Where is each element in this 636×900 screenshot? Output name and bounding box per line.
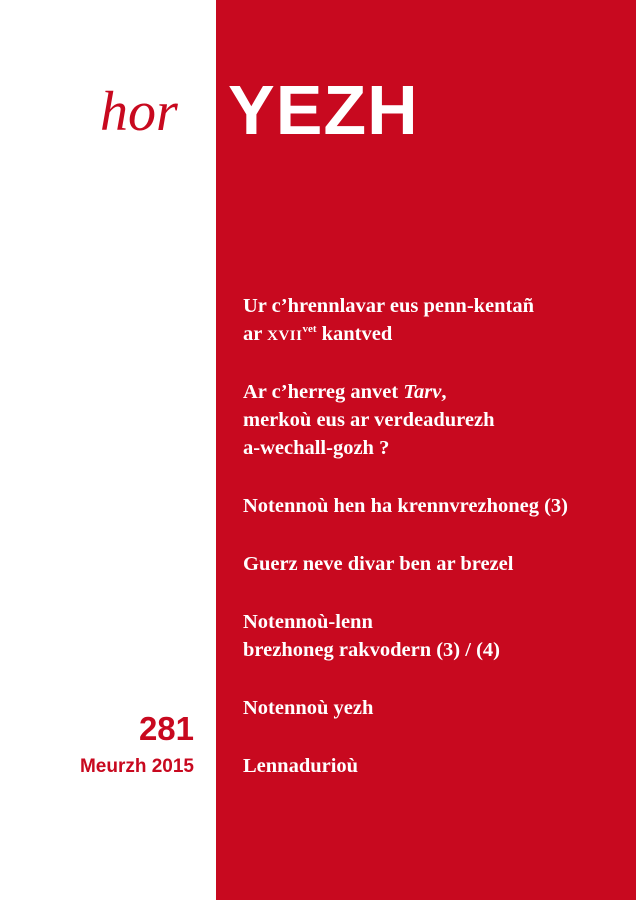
issue-number: 281 xyxy=(138,710,194,747)
toc-item-4 xyxy=(243,550,513,578)
toc-item-2-pre: Ar c’herreg anvet xyxy=(243,381,399,403)
toc-item-2 xyxy=(243,378,495,462)
toc-item-1-roman: XVII xyxy=(267,328,303,344)
toc-item-3 xyxy=(243,492,568,520)
masthead-title: YEZH xyxy=(228,71,419,149)
toc-item-3-line: Notennoù hen ha krennvrezhoneg (3) xyxy=(243,495,568,517)
toc-item-2-line2: merkoù eus ar verdeadurezh xyxy=(243,409,495,431)
toc-item-6-line: Notennoù yezh xyxy=(243,697,374,719)
toc-item-1-line2 xyxy=(243,320,534,350)
toc-item-2-italic: Tarv xyxy=(403,381,442,403)
toc-item-2-line1 xyxy=(243,378,495,406)
toc-item-2-line3: a-wechall-gozh ? xyxy=(243,437,390,459)
toc-item-5 xyxy=(243,608,500,664)
toc-item-5-line1: Notennoù-lenn xyxy=(243,611,373,633)
toc-item-1 xyxy=(243,292,534,350)
toc-item-1-sup: vet xyxy=(302,323,317,335)
toc-item-4-line: Guerz neve divar ben ar brezel xyxy=(243,553,514,575)
toc-item-5-line2: brezhoneg rakvodern (3) / (4) xyxy=(243,639,500,661)
toc-item-6 xyxy=(243,694,373,722)
issue-date: Meurzh 2015 xyxy=(79,756,194,777)
toc-item-1-line1: Ur c’hrennlavar eus penn-kentañ xyxy=(243,295,535,317)
toc-item-7 xyxy=(243,752,358,780)
toc-item-2-comma: , xyxy=(441,381,447,403)
toc-item-7-line: Lennadurioù xyxy=(243,755,359,777)
masthead-hor: hor xyxy=(100,81,178,143)
toc-item-1-pre: ar xyxy=(243,323,262,345)
toc-item-1-post: kantved xyxy=(321,323,393,345)
